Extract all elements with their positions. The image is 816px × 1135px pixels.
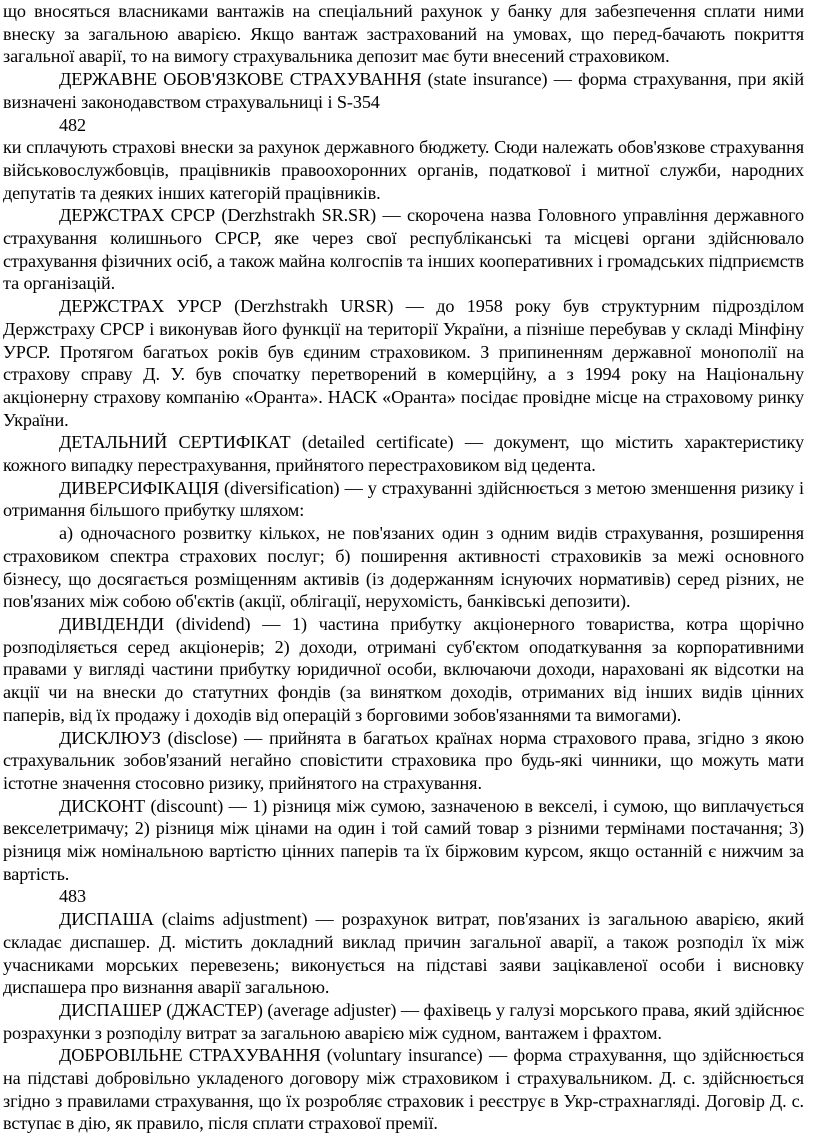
paragraph-derzhstrakh-ursr: ДЕРЖСТРАХ УРСР (Derzhstrakh URSR) — до 1958 року був структурним підрозділом Держстраху СРСР і виконував його функції на території України, а пізніше перебував у складі Мінфіну УРСР. Протягом багатьох років був єдиним страховиком. З припиненням державної монополії на страхову справу Д. У. був спочатку перетворений в комерційну, а з 1994 року на Національну акціонерну страхову компанію «Оранта». НАСК «Оранта» посідає провідне місце на страховому ринку України. [3,296,804,430]
page-number-482: 482 [59,114,86,135]
paragraph-claims-adjustment: ДИСПАША (claims adjustment) — розрахунок витрат, пов'язаних із загальною аварією, який складає диспашер. Д. містить докладний виклад причин загальної аварії, а також розподіл їх між учасниками морських перевезень; виконується на підставі заяви зацікавленої особи і висновку диспашера про визнання аварії загальною. [3,909,804,998]
paragraph-dividends: ДИВІДЕНДИ (dividend) — 1) частина прибутку акціонерного товариства, котра щорічно розподіляється серед акціонерів; 2) доходи, отримані суб'єктом оподаткування за корпоративними правами у вигляді частини прибутку юридичної особи, включаючи доходи, нараховані як відсотки на акції чи на внески до статутних фондів (за винятком доходів, отриманих від інших видів цінних паперів, від їх продажу і доходів від операцій з борговими зобов'язаннями та вимогами). [3,613,804,725]
paragraph-state-insurance: ДЕРЖАВНЕ ОБОВ'ЯЗКОВЕ СТРАХУВАННЯ (state insurance) — форма страхування, при якій визначені законодавством страхувальниці і S-354 [3,69,804,112]
paragraph-voluntary-insurance: ДОБРОВІЛЬНЕ СТРАХУВАННЯ (voluntary insurance) — форма страхування, що здійснюється на підставі добровільно укладеного договору між страховиком і страхувальником. Д. с. здійснюється згідно з правилами страхування, що їх розробляє страховик і реєструє в Укр-страхнагляді. Договір Д. с. вступає в дію, як правило, після сплати страхової премії. [3,1045,804,1134]
paragraph-detailed-certificate: ДЕТАЛЬНИЙ СЕРТИФІКАТ (detailed certificate) — документ, що містить характеристику кожного випадку перестрахування, прийнятого перестраховиком від цедента. [3,432,804,476]
paragraph-deposit-continuation: що вносяться власниками вантажів на спеціальний рахунок у банку для забезпечення сплати ними внеску за загальною аварією. Якщо вантаж застрахований на умовах, що перед-бачають покриття загальної аварії, то на вимогу страхувальника депозит має бути внесений страховиком. [3,1,804,67]
paragraph-discount: ДИСКОНТ (discount) — 1) різниця між сумою, зазначеною в векселі, і сумою, що виплачується векселетримачу; 2) різниця між цінами на один і той самий товар з різними термінами постачання; 3) різниця між номінальною вартістю цінних паперів та їх біржовим курсом, якщо останній є нижчим за вартість. [3,795,804,884]
paragraph-disclose: ДИСКЛЮУЗ (disclose) — прийнята в багатьох країнах норма страхового права, згідно з якою страхувальник зобов'язаний негайно сповістити страховика про будь-які чинники, що можуть мати істотне значення стосовно ризику, прийнятого на страхування. [3,727,804,793]
paragraph-average-adjuster: ДИСПАШЕР (ДЖАСТЕР) (average adjuster) — фахівець у галузі морського права, який здійснює розрахунки з розподілу витрат за загальною аварією між судном, вантажем і фрахтом. [3,999,804,1043]
paragraph-diversification: ДИВЕРСИФІКАЦІЯ (diversification) — у страхуванні здійснюється з метою зменшення ризику і отримання більшого прибутку шляхом: [3,477,804,521]
paragraph-state-insurance-continuation: ки сплачують страхові внески за рахунок державного бюджету. Сюди належать обов'язкове страхування військовослужбовців, працівників правоохоронних органів, податкової і митної служби, народних депутатів та деяких інших категорій працівників. [3,137,804,203]
paragraph-diversification-list: а) одночасного розвитку кількох, не пов'язаних один з одним видів страхування, розширення страховиком спектра страхових послуг; б) поширення активності страховиків за межі основного бізнесу, що досягається розміщенням активів (із додержанням існуючих нормативів) серед різних, не пов'язаних між собою об'єктів (акції, облігації, нерухомість, банківські депозити). [3,523,804,612]
page-number-483: 483 [59,886,86,907]
paragraph-derzhstrakh-ussr: ДЕРЖСТРАХ СРСР (Derzhstrakh SR.SR) — скорочена назва Головного управління державного страхування колишнього СРСР, яке через свої республіканські та місцеві органи здійснювало страхування фізичних осіб, а також майна колгоспів та інших кооперативних і громадських підприємств та організацій. [3,205,804,294]
